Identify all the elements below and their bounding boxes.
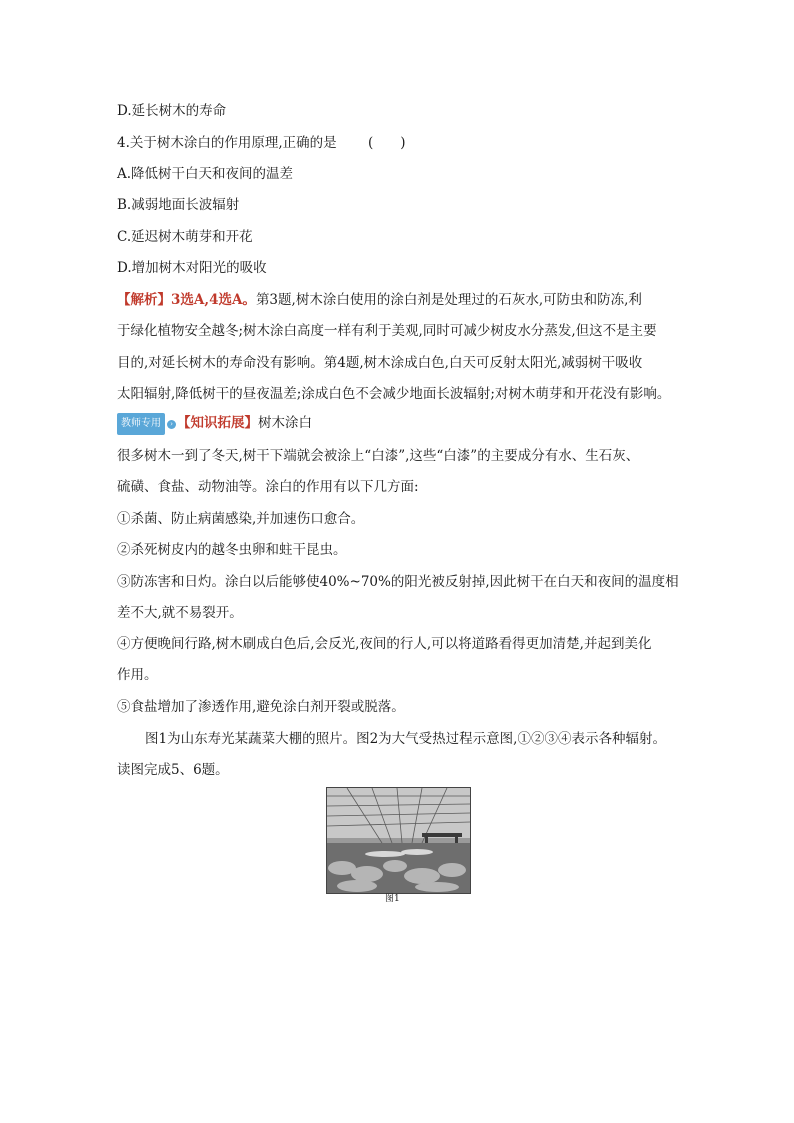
analysis-line-2: 于绿化植物安全越冬;树木涂白高度一样有利于美观,同时可减少树皮水分蒸发,但这不是主要 bbox=[117, 323, 657, 339]
question4-stem: 4.关于树木涂白的作用原理,正确的是 bbox=[117, 135, 337, 151]
knowledge-point-2: ②杀死树皮内的越冬虫卵和蛀干昆虫。 bbox=[117, 542, 347, 558]
knowledge-point-5: ⑤食盐增加了渗透作用,避免涂白剂开裂或脱落。 bbox=[117, 699, 405, 715]
answer-blank: ( ) bbox=[368, 135, 406, 151]
knowledge-point-3a: ③防冻害和日灼。涂白以后能够使40%~70%的阳光被反射掉,因此树干在白天和夜间的温度相 bbox=[117, 574, 679, 590]
question4-option-d: D.增加树木对阳光的吸收 bbox=[117, 260, 267, 276]
knowledge-point-1: ①杀菌、防止病菌感染,并加速伤口愈合。 bbox=[117, 511, 365, 527]
knowledge-point-4a: ④方便晚间行路,树木刷成白色后,会反光,夜间的行人,可以将道路看得更加清楚,并起到美化 bbox=[117, 636, 652, 652]
analysis-answer: 3选A,4选A。 bbox=[171, 292, 256, 308]
analysis-tag: 【解析】 bbox=[117, 292, 171, 308]
knowledge-point-4b: 作用。 bbox=[117, 667, 158, 683]
teacher-only-badge: 教师专用 bbox=[117, 413, 165, 435]
knowledge-point-3b: 差不大,就不易裂开。 bbox=[117, 605, 243, 621]
question4-option-b: B.减弱地面长波辐射 bbox=[117, 197, 240, 213]
knowledge-text-2: 硫磺、食盐、动物油等。涂白的作用有以下几方面: bbox=[117, 479, 419, 495]
analysis-line-3: 目的,对延长树木的寿命没有影响。第4题,树木涂成白色,白天可反射太阳光,减弱树干吸收 bbox=[117, 355, 643, 371]
knowledge-header bbox=[117, 413, 312, 435]
figure-intro-b: 读图完成5、6题。 bbox=[117, 762, 229, 778]
knowledge-title: 树木涂白 bbox=[258, 415, 312, 431]
figure-intro-a: 图1为山东寿光某蔬菜大棚的照片。图2为大气受热过程示意图,①②③④表示各种辐射。 bbox=[145, 731, 666, 747]
greenhouse-photo-image bbox=[327, 788, 470, 893]
arrow-circle-icon: › bbox=[167, 420, 176, 429]
analysis-line-1 bbox=[117, 290, 642, 310]
question3-option-d: D.延长树木的寿命 bbox=[117, 103, 227, 119]
knowledge-tag: 【知识拓展】 bbox=[177, 415, 258, 431]
question4-option-a: A.降低树干白天和夜间的温差 bbox=[117, 166, 294, 182]
analysis-line-4: 太阳辐射,降低树干的昼夜温差;涂成白色不会减少地面长波辐射;对树木萌芽和开花没有影响。 bbox=[117, 386, 671, 402]
greenhouse-photo bbox=[326, 787, 471, 894]
knowledge-text-1: 很多树木一到了冬天,树干下端就会被涂上“白漆”,这些“白漆”的主要成分有水、生石灰、 bbox=[117, 448, 640, 464]
analysis-text-1: 第3题,树木涂白使用的涂白剂是处理过的石灰水,可防虫和防冻,利 bbox=[255, 292, 642, 308]
figure-caption: 图1 bbox=[385, 894, 400, 904]
question4-option-c: C.延迟树木萌芽和开花 bbox=[117, 229, 253, 245]
